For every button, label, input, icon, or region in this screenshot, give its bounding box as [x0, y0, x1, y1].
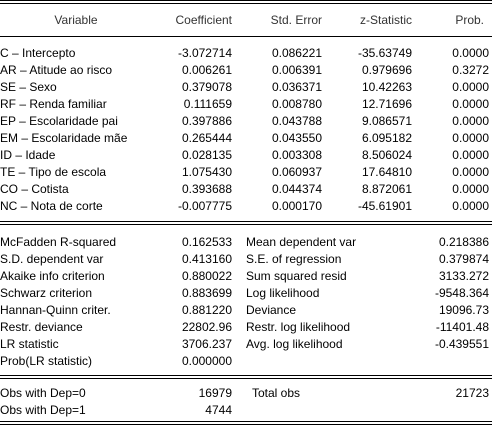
obs-total-label: Total obs — [252, 386, 301, 400]
row-z-statistic: 0.979696 — [361, 63, 412, 77]
stat-label-left: McFadden R-squared — [0, 235, 117, 249]
stat-label-left: S.D. dependent var — [0, 252, 104, 266]
bottom-rule — [0, 421, 492, 422]
row-z-statistic: -35.63749 — [357, 46, 412, 60]
row-z-statistic: 8.872061 — [361, 182, 412, 196]
stat-value-left: 0.883699 — [181, 286, 232, 300]
stat-label-right: Mean dependent var — [246, 235, 357, 249]
stat-label-left: LR statistic — [0, 337, 59, 351]
stat-value-left: 0.162533 — [181, 235, 232, 249]
stat-value-left: 3706.237 — [181, 337, 232, 351]
stat-value-left: 0.880022 — [181, 269, 232, 283]
row-variable: TE – Tipo de escola — [0, 165, 107, 179]
stat-label-right: Restr. log likelihood — [246, 320, 351, 334]
stats-rule-inner — [0, 224, 492, 225]
header-coefficient: Coefficient — [175, 13, 232, 27]
row-std-error: 0.086221 — [271, 46, 322, 60]
header-prob: Prob. — [455, 13, 484, 27]
obs-total-value: 21723 — [455, 386, 489, 400]
stat-label-left: Prob(LR statistic) — [0, 354, 93, 368]
row-variable: C – Intercepto — [0, 46, 76, 60]
row-std-error: 0.036371 — [271, 80, 322, 94]
row-z-statistic: 17.64810 — [361, 165, 412, 179]
row-prob: 0.0000 — [452, 80, 489, 94]
row-z-statistic: 10.42263 — [361, 80, 412, 94]
obs-rule-inner — [0, 378, 492, 379]
stat-value-left: 22802.96 — [181, 320, 232, 334]
stat-value-right: 0.379874 — [438, 252, 489, 266]
row-coefficient: 0.397886 — [181, 114, 232, 128]
obs-dep0-label: Obs with Dep=0 — [0, 386, 86, 400]
row-std-error: 0.043550 — [271, 131, 322, 145]
obs-dep1-label: Obs with Dep=1 — [0, 403, 86, 417]
row-coefficient: -3.072714 — [177, 46, 232, 60]
row-variable: AR – Atitude ao risco — [0, 63, 113, 77]
stat-label-left: Schwarz criterion — [0, 286, 93, 300]
stat-value-right: -9548.364 — [434, 286, 489, 300]
row-variable: EP – Escolaridade pai — [0, 114, 118, 128]
row-prob: 0.0000 — [452, 199, 489, 213]
row-prob: 0.0000 — [452, 114, 489, 128]
row-std-error: 0.003308 — [271, 148, 322, 162]
stat-label-right: Log likelihood — [246, 286, 320, 300]
row-prob: 0.0000 — [452, 131, 489, 145]
stat-value-right: -0.439551 — [434, 337, 489, 351]
row-coefficient: 0.006261 — [181, 63, 232, 77]
row-std-error: 0.043788 — [271, 114, 322, 128]
row-coefficient: 0.393688 — [181, 182, 232, 196]
row-std-error: 0.008780 — [271, 97, 322, 111]
top-rule — [0, 0, 492, 1]
row-z-statistic: 8.506024 — [361, 148, 412, 162]
row-z-statistic: -45.61901 — [357, 199, 412, 213]
obs-rule — [0, 375, 492, 376]
row-coefficient: 0.379078 — [181, 80, 232, 94]
stat-value-left: 0.000000 — [181, 354, 232, 368]
row-variable: NC – Nota de corte — [0, 199, 103, 213]
stat-label-left: Hannan-Quinn criter. — [0, 303, 111, 317]
row-coefficient: 0.111659 — [183, 97, 232, 111]
stat-value-right: 3133.272 — [438, 269, 489, 283]
row-prob: 0.0000 — [452, 182, 489, 196]
row-coefficient: 0.265444 — [181, 131, 232, 145]
row-variable: RF – Renda familiar — [0, 97, 107, 111]
obs-dep1-value: 4744 — [205, 403, 232, 417]
row-variable: CO – Cotista — [0, 182, 69, 196]
bottom-rule-inner — [0, 424, 492, 425]
row-coefficient: -0.007775 — [177, 199, 232, 213]
stat-label-left: Akaike info criterion — [0, 269, 105, 283]
stats-rule — [0, 221, 492, 222]
row-coefficient: 1.075430 — [181, 165, 232, 179]
obs-dep0-value: 16979 — [198, 386, 232, 400]
stat-label-right: Deviance — [246, 303, 297, 317]
row-std-error: 0.000170 — [271, 199, 322, 213]
stat-value-left: 0.881220 — [181, 303, 232, 317]
row-prob: 0.3272 — [452, 63, 489, 77]
row-prob: 0.0000 — [452, 148, 489, 162]
stat-value-right: -11401.48 — [435, 320, 489, 334]
row-variable: ID – Idade — [0, 148, 56, 162]
row-coefficient: 0.028135 — [181, 148, 232, 162]
row-z-statistic: 9.086571 — [361, 114, 412, 128]
stat-value-right: 19096.73 — [438, 303, 489, 317]
stat-value-left: 0.413160 — [181, 252, 232, 266]
row-z-statistic: 6.095182 — [361, 131, 412, 145]
row-variable: SE – Sexo — [0, 80, 57, 94]
row-std-error: 0.044374 — [271, 182, 322, 196]
stat-value-right: 0.218386 — [438, 235, 489, 249]
row-z-statistic: 12.71696 — [361, 97, 412, 111]
row-variable: EM – Escolaridade mãe — [0, 131, 128, 145]
header-variable: Variable — [54, 13, 98, 27]
row-prob: 0.0000 — [452, 46, 489, 60]
stat-label-left: Restr. deviance — [0, 320, 83, 334]
row-std-error: 0.006391 — [271, 63, 322, 77]
row-prob: 0.0000 — [452, 97, 489, 111]
stat-label-right: S.E. of regression — [246, 252, 342, 266]
stat-label-right: Sum squared resid — [246, 269, 347, 283]
header-std-error: Std. Error — [270, 13, 322, 27]
top-rule-inner — [0, 3, 492, 4]
row-std-error: 0.060937 — [271, 165, 322, 179]
stat-label-right: Avg. log likelihood — [246, 337, 343, 351]
header-z-statistic: z-Statistic — [359, 13, 412, 27]
header-rule — [0, 36, 492, 37]
row-prob: 0.0000 — [452, 165, 489, 179]
